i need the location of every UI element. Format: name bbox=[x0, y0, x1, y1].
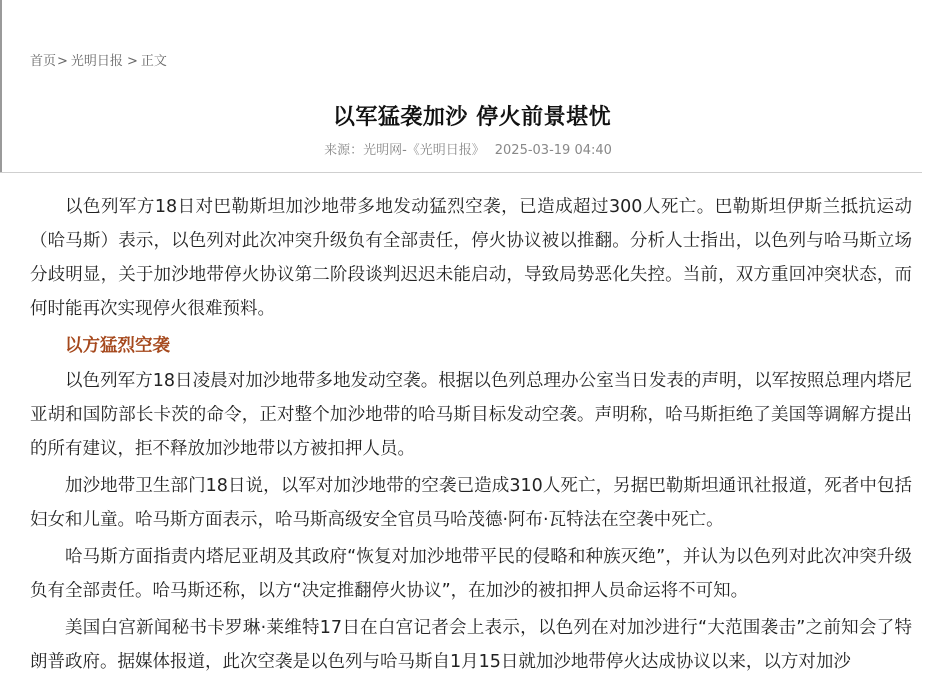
article-title: 以军猛袭加沙 停火前景堪忧 bbox=[332, 104, 612, 130]
article-paragraph: 加沙地带卫生部门18日说，以军对加沙地带的空袭已造成310人死亡，另据巴勒斯坦通讯社报道，死者中包括妇女和儿童。哈马斯方面表示，哈马斯高级安全官员马哈茂德·阿布·瓦特法在空袭中死亡。 bbox=[30, 476, 912, 530]
article-paragraph: 美国白宫新闻秘书卡罗琳·莱维特17日在白宫记者会上表示，以色列在对加沙进行“大范围袭击”之前知会了特朗普政府。据媒体报道，此次空袭是以色列与哈马斯自1月15日就加沙地带停火达成协议以来，以方对加沙 bbox=[30, 618, 912, 672]
breadcrumb-channel-link[interactable]: 光明日报 bbox=[70, 54, 123, 69]
article-subheading: 以方猛烈空袭 bbox=[65, 336, 170, 356]
article-datetime: 2025-03-19 04:40 bbox=[494, 143, 612, 158]
header-divider bbox=[0, 172, 922, 173]
breadcrumb bbox=[30, 53, 167, 71]
article-paragraph: 以色列军方18日凌晨对加沙地带多地发动空袭。根据以色列总理办公室当日发表的声明，以军按照总理内塔尼亚胡和国防部长卡茨的命令，正对整个加沙地带的哈马斯目标发动空袭。声明称，哈马斯拒绝了美国等调解方提出的所有建议，拒不释放加沙地带以方被扣押人员。 bbox=[30, 371, 912, 459]
article-meta bbox=[0, 141, 936, 161]
article-body bbox=[30, 190, 912, 682]
article-paragraph: 以色列军方18日对巴勒斯坦加沙地带多地发动猛烈空袭，已造成超过300人死亡。巴勒斯坦伊斯兰抵抗运动（哈马斯）表示，以色列对此次冲突升级负有全部责任，停火协议被以推翻。分析人士指出，以色列与哈马斯立场分歧明显，关于加沙地带停火协议第二阶段谈判迟迟未能启动，导致局势恶化失控。当前，双方重回冲突状态，而何时能再次实现停火很难预料。 bbox=[30, 197, 912, 319]
article-paragraph: 哈马斯方面指责内塔尼亚胡及其政府“恢复对加沙地带平民的侵略和种族灭绝”，并认为以色列对此次冲突升级负有全部责任。哈马斯还称，以方“决定推翻停火协议”，在加沙的被扣押人员命运将不可知。 bbox=[30, 547, 912, 601]
breadcrumb-separator: > bbox=[126, 54, 138, 69]
breadcrumb-home-link[interactable]: 首页 bbox=[30, 54, 57, 69]
breadcrumb-separator: > bbox=[57, 54, 68, 69]
breadcrumb-current: 正文 bbox=[140, 54, 167, 69]
article-source: 来源：光明网-《光明日报》 bbox=[324, 143, 485, 158]
